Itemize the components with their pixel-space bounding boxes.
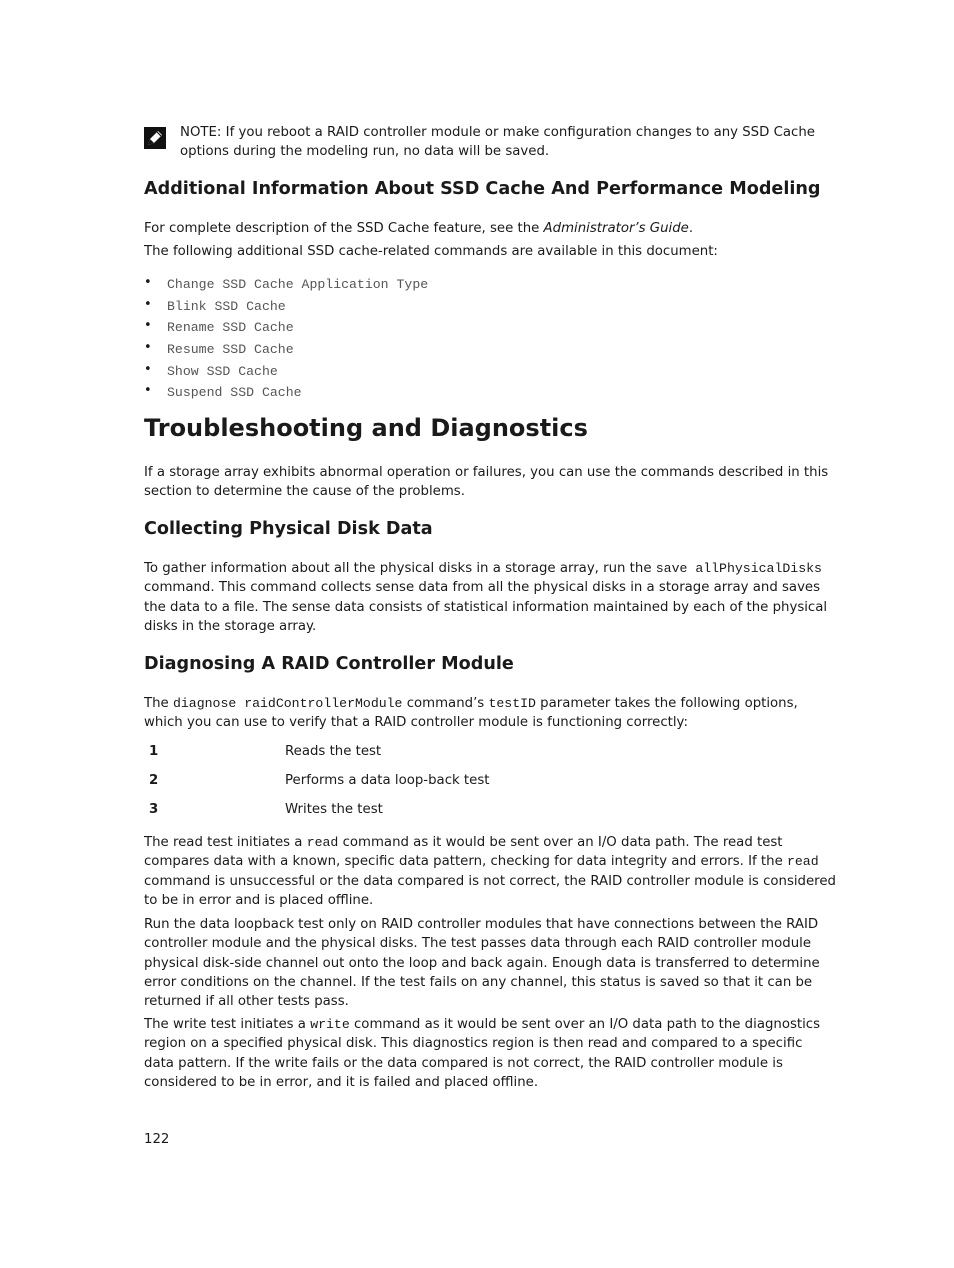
para-loopback-test: Run the data loopback test only on RAID controller modules that have connections between the RAID controller module and the physical disks. The test passes data through each RAID controller module physical disk-side channel out onto the loop and back again. Enough data is transferred to determine error conditions on the channel. If the test fails on any channel, this status is saved so that it can be returned if all other tests pass.	[144, 917, 820, 1010]
code-save-allphysicaldisks: save allPhysicalDisks	[655, 561, 822, 576]
ssd-command-list	[144, 272, 428, 402]
list-item: • Rename SSD Cache	[144, 318, 294, 336]
para-diagnose-intro: The diagnose raidControllerModule command’s testID parameter takes the following options, which you can use to verify that a RAID controller module is functioning correctly:	[144, 696, 798, 731]
command-link[interactable]: Rename SSD Cache	[167, 320, 294, 336]
list-item: • Suspend SSD Cache	[144, 383, 302, 401]
option-number: 3	[149, 802, 159, 817]
note-label: NOTE:	[180, 125, 222, 140]
list-item: • Change SSD Cache Application Type	[144, 275, 429, 292]
table-row	[144, 744, 836, 773]
page-number: 122	[144, 1132, 170, 1147]
note-text	[180, 123, 836, 162]
command-link[interactable]: Suspend SSD Cache	[167, 385, 302, 401]
code-write: write	[310, 1017, 350, 1032]
para-write-test: The write test initiates a write command as it would be sent over an I/O data path to the diagnostics region on a specified physical disk. This diagnostics region is then read and compared to a specific data pattern. If the write fails or the data compared is not correct, the RAID controller module is considered to be in error, and it is failed and placed offline.	[144, 1017, 821, 1090]
para-collecting: To gather information about all the physical disks in a storage array, run the save allPhysicalDisks command. This command collects sense data from all the physical disks in a storage array and saves the data to a file. The sense data consists of statistical information maintained by each of the physical disks in the storage array.	[144, 561, 828, 634]
admin-guide-title: Administrator’s Guide	[543, 221, 689, 236]
pencil-note-icon	[144, 127, 166, 149]
para-additional-commands: The following additional SSD cache-related commands are available in this document:	[144, 244, 718, 259]
chapter-title: Troubleshooting and Diagnostics	[144, 414, 588, 442]
section-heading-diagnosing: Diagnosing A RAID Controller Module	[144, 654, 514, 674]
command-link[interactable]: Show SSD Cache	[167, 363, 278, 379]
list-item: • Show SSD Cache	[144, 361, 278, 379]
command-link[interactable]: Blink SSD Cache	[167, 298, 286, 314]
option-description: Writes the test	[285, 802, 383, 817]
para-read-test: The read test initiates a read command as it would be sent over an I/O data path. The read test compares data with a known, specific data pattern, checking for data integrity and errors. If the read command is unsuccessful or the data compared is not correct, the RAID controller module is considered to be in error and is placed offline.	[144, 835, 836, 908]
code-read: read	[786, 854, 819, 870]
note-body: If you reboot a RAID controller module or make configuration changes to any SSD Cache options during the modeling run, no data will be saved.	[180, 125, 815, 160]
list-item: • Resume SSD Cache	[144, 340, 294, 358]
option-description: Performs a data loop-back test	[285, 773, 490, 788]
table-row	[144, 802, 836, 831]
list-item: • Blink SSD Cache	[144, 296, 286, 314]
option-number: 1	[149, 744, 159, 759]
command-link[interactable]: Change SSD Cache Application Type	[167, 277, 429, 292]
command-link[interactable]: Resume SSD Cache	[167, 342, 294, 358]
code-read: read	[306, 835, 339, 850]
chapter-intro: If a storage array exhibits abnormal operation or failures, you can use the commands described in this section to determine the cause of the problems.	[144, 465, 829, 500]
option-description: Reads the test	[285, 744, 382, 759]
code-testid: testID	[488, 696, 536, 711]
section-heading-additional-info: Additional Information About SSD Cache And Performance Modeling	[144, 179, 821, 199]
code-diagnose: diagnose raidControllerModule	[172, 696, 403, 711]
para-admin-guide: For complete description of the SSD Cache feature, see the Administrator’s Guide.	[144, 221, 694, 236]
section-heading-collecting: Collecting Physical Disk Data	[144, 519, 433, 539]
option-number: 2	[149, 773, 159, 788]
testid-options-table	[144, 744, 836, 831]
table-row	[144, 773, 836, 802]
